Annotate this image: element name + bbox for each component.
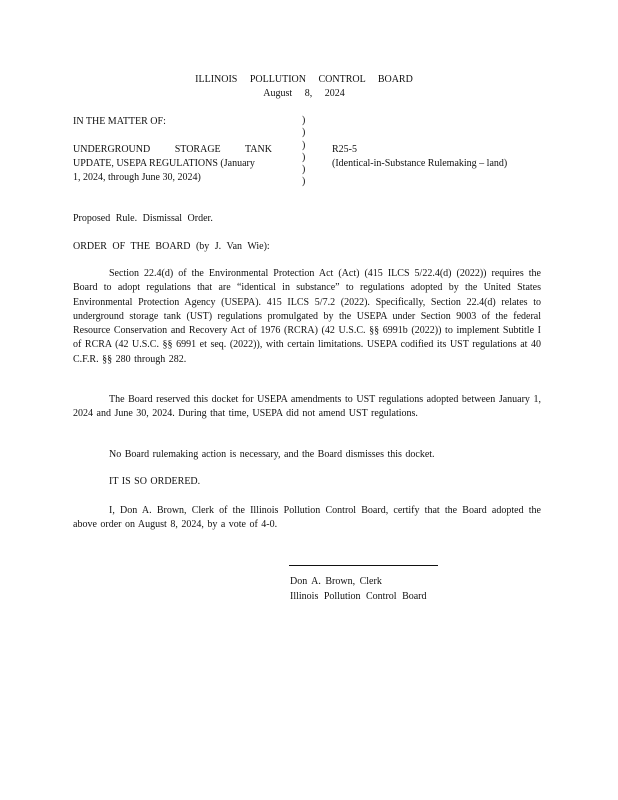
proposed-action: Proposed Rule. Dismissal Order. [73, 213, 213, 224]
order-date: August 8, 2024 [263, 88, 345, 99]
paragraph-clerk-certification: I, Don A. Brown, Clerk of the Illinois Pollution Control Board, certify that the Board adopted the above order on August 8, 2024, by a vote of 4-0. [73, 505, 541, 531]
board-name: ILLINOIS POLLUTION CONTROL BOARD [195, 74, 413, 85]
paragraph-statutory-background: Section 22.4(d) of the Environmental Protection Act (Act) (415 ILCS 5/22.4(d) (2022)) requires the Board to adopt regulations that are “identical in substance” to regulations adopted by the United States Environmental Protection Agency (USEPA). 415 ILCS 5/7.2 (2022). Specifically, Section 22.4(d) relates to underground storage tank (UST) regulations promulgated by the USEPA under Section 9003 of the federal Resource Conservation and Recovery Act of 1976 (RCRA) (42 U.S.C. §§ 6991b (2022)) to implement Subtitle I of RCRA (42 U.S.C. §§ 6991 et seq. (2022)), with certain limitations. USEPA codified its UST regulations at 40 C.F.R. §§ 280 through 282. [73, 268, 541, 365]
caption-parentheses: ) ) ) ) ) ) [302, 115, 306, 188]
signature-title: Illinois Pollution Control Board [290, 591, 427, 602]
docket-type: (Identical-in-Substance Rulemaking – land) [332, 158, 508, 169]
in-the-matter-label: IN THE MATTER OF: [73, 116, 166, 127]
case-caption [73, 115, 543, 197]
caption-docket [332, 143, 544, 171]
paragraph-so-ordered: IT IS SO ORDERED. [109, 476, 201, 487]
docket-number: R25-5 [332, 144, 357, 155]
document-header [0, 73, 608, 101]
caption-matter [73, 115, 298, 185]
matter-title-line-2: UPDATE, USEPA REGULATIONS (January [73, 158, 255, 169]
paragraph-dismissal: No Board rulemaking action is necessary, and the Board dismisses this docket. [109, 449, 435, 460]
matter-title-line-1: UNDERGROUND STORAGE TANK [73, 144, 272, 155]
signature-name: Don A. Brown, Clerk [290, 576, 382, 587]
paragraph-docket-reserved: The Board reserved this docket for USEPA amendments to UST regulations adopted between January 1, 2024 and June 30, 2024. During that time, USEPA did not amend UST regulations. [73, 394, 541, 420]
signature-line [289, 565, 438, 566]
matter-title-line-3: 1, 2024, through June 30, 2024) [73, 172, 201, 183]
order-heading: ORDER OF THE BOARD (by J. Van Wie): [73, 241, 270, 252]
